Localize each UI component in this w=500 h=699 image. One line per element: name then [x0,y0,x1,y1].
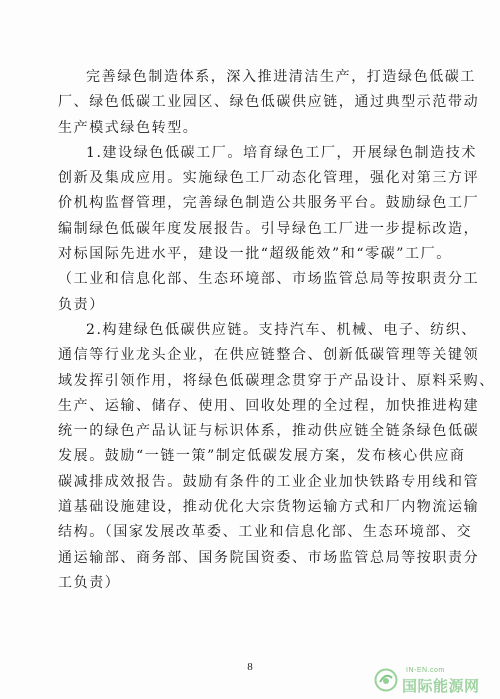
in-en-logo-icon [374,668,398,692]
text-line: 生产、运输、储存、使用、回收处理的全过程，加快推进构建 [58,397,480,414]
text-line: 发展。鼓励“一链一策”制定低碳发展方案，发布核心供应商 [58,448,466,465]
text-line: 道基础设施建设，推动优化大宗货物运输方式和厂内物流运输 [58,499,480,516]
text-line: 结构。（国家发展改革委、工业和信息化部、生态环境部、交 [58,524,473,541]
watermark-brand: 国际能源网 [402,677,480,695]
text-line: 对标国际先进水平，建设一批“超级能效”和“零碳”工厂。 [58,246,452,263]
text-line: 1.建设绿色低碳工厂。培育绿色工厂，开展绿色制造技术 [86,144,477,161]
text-line: 生产模式绿色转型。 [58,119,199,136]
text-line: 编制绿色低碳年度发展报告。引导绿色工厂进一步提标改造， [58,220,480,237]
page-number: 8 [247,661,253,673]
text-line: 通运输部、商务部、国务院国资委、市场监管总局等按职责分 [58,549,480,566]
text-line: 碳减排成效报告。鼓励有条件的工业企业加快铁路专用线和管 [58,473,480,490]
text-line: 完善绿色制造体系，深入推进清洁生产，打造绿色低碳工 [86,69,476,85]
text-line: 创新及集成应用。实施绿色工厂动态化管理，强化对第三方评 [58,170,480,187]
text-line: 厂、绿色低碳工业园区、绿色低碳供应链，通过典型示范带动 [58,94,480,111]
body-text [58,65,495,596]
text-line: 通信等行业龙头企业，在供应链整合、创新低碳管理等关键领 [58,347,480,364]
text-line: （工业和信息化部、生态环境部、市场监管总局等按职责分工 [58,271,480,288]
text-line: 域发挥引领作用，将绿色低碳理念贯穿于产品设计、原料采购、 [58,372,495,389]
text-line: 2.构建绿色低碳供应链。支持汽车、机械、电子、纺织、 [86,321,477,338]
text-line: 价机构监督管理，完善绿色制造公共服务平台。鼓励绿色工厂 [58,195,480,212]
text-line: 工负责） [58,574,121,591]
watermark [374,666,492,694]
text-line: 负责） [58,296,105,313]
watermark-site: IN-EN.com [406,667,445,674]
text-line: 统一的绿色产品认证与标识体系，推动供应链全链条绿色低碳 [58,423,480,440]
